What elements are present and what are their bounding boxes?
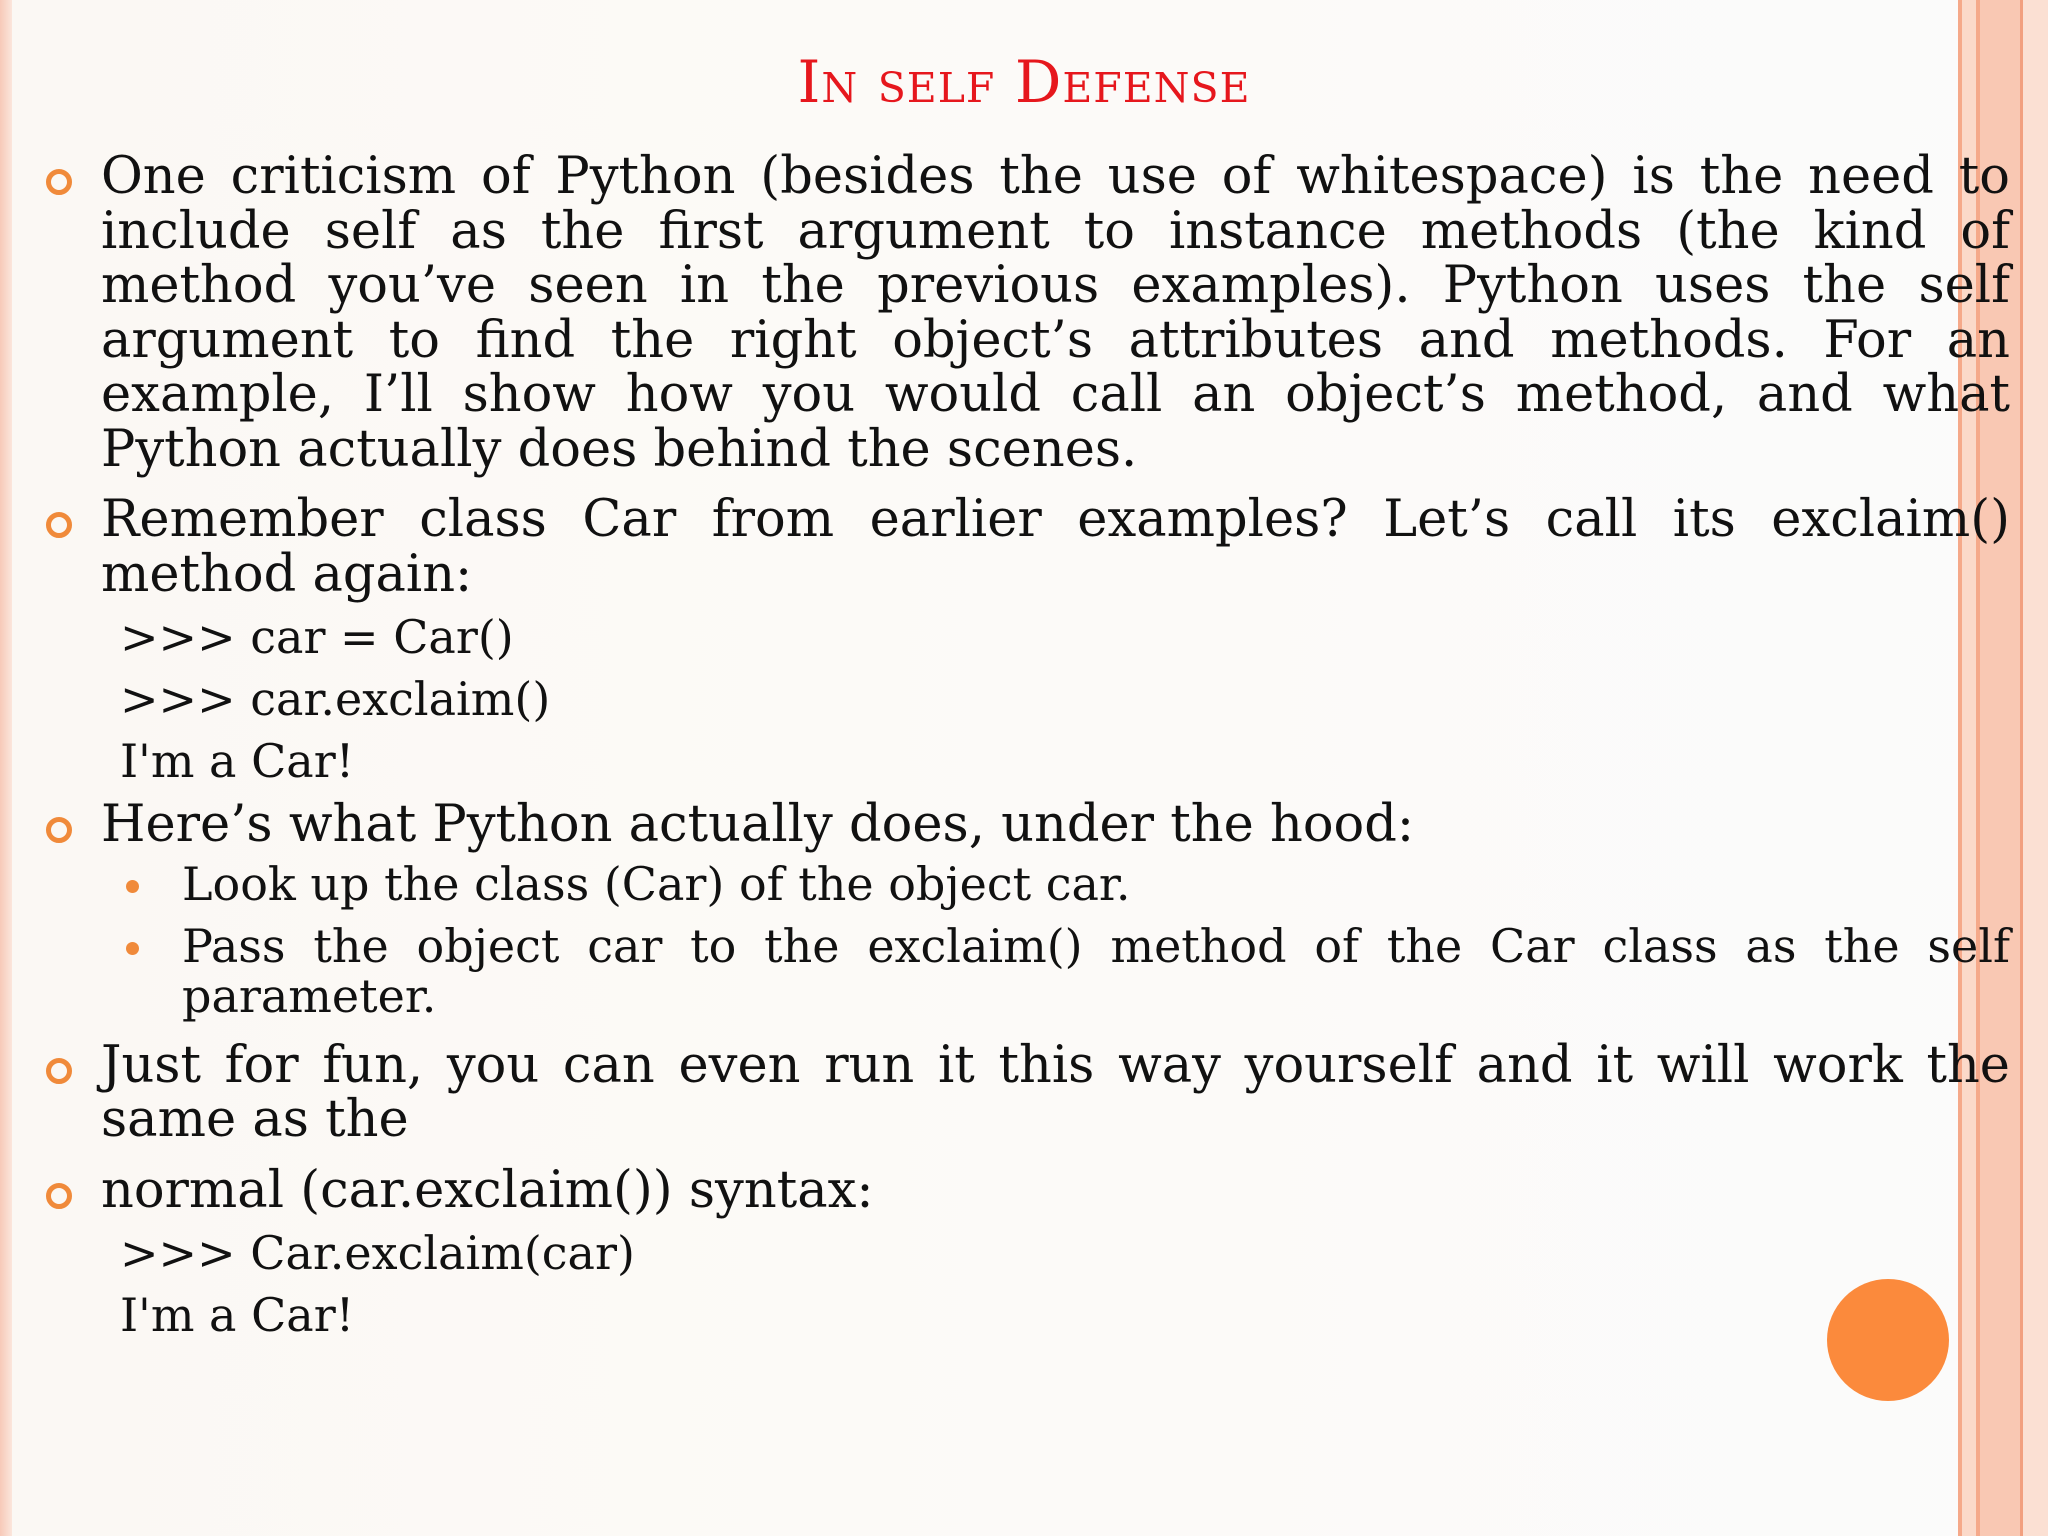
slide-title: In self Defense — [797, 48, 1251, 116]
code-line: I'm a Car! — [120, 734, 355, 788]
code-line: >>> car.exclaim() — [120, 672, 551, 726]
code-block — [30, 1222, 2010, 1346]
bullet-item — [30, 147, 2010, 479]
circle-bullet-icon — [46, 1058, 72, 1084]
circle-bullet-icon — [46, 1183, 72, 1209]
bullet-item — [30, 795, 2010, 854]
code-line: >>> Car.exclaim(car) — [120, 1226, 635, 1280]
slide-content — [30, 147, 2010, 1346]
sub-bullet-item — [30, 856, 2010, 911]
bullet-text: One criticism of Python (besides the use of whitespace) is the need to include self as the first argument to instance methods (the kind of method you’ve seen in the previous examples). Python uses the self argument to find the right object’s attributes and methods. For an example, I’ll show how you would call an object’s method, and what Python actually does behind the scenes. — [101, 147, 2010, 479]
circle-bullet-icon — [46, 512, 72, 538]
bullet-text: normal (car.exclaim()) syntax: — [101, 1160, 874, 1220]
circle-bullet-icon — [46, 169, 72, 195]
bullet-item — [30, 1035, 2010, 1149]
sub-bullet-text: Look up the class (Car) of the object car. — [182, 856, 1131, 911]
sub-bullet-item — [30, 918, 2010, 1023]
bullet-text: Just for fun, you can even run it this way yourself and it will work the same as the — [101, 1035, 2010, 1149]
bullet-item — [30, 490, 2010, 604]
sub-bullet-text: Pass the object car to the exclaim() method of the Car class as the self parameter. — [182, 918, 2010, 1023]
decorative-orange-circle — [1827, 1279, 1949, 1401]
left-border-stripe — [0, 0, 12, 1536]
circle-bullet-icon — [46, 817, 72, 843]
dot-bullet-icon — [126, 942, 139, 955]
dot-bullet-icon — [126, 880, 139, 893]
bullet-text: Here’s what Python actually does, under the hood: — [101, 795, 1415, 854]
code-block — [30, 606, 2010, 792]
bullet-item — [30, 1160, 2010, 1220]
code-line: I'm a Car! — [120, 1288, 355, 1342]
code-line: >>> car = Car() — [120, 610, 514, 664]
bullet-text: Remember class Car from earlier examples? Let’s call its exclaim() method again: — [101, 490, 2010, 604]
